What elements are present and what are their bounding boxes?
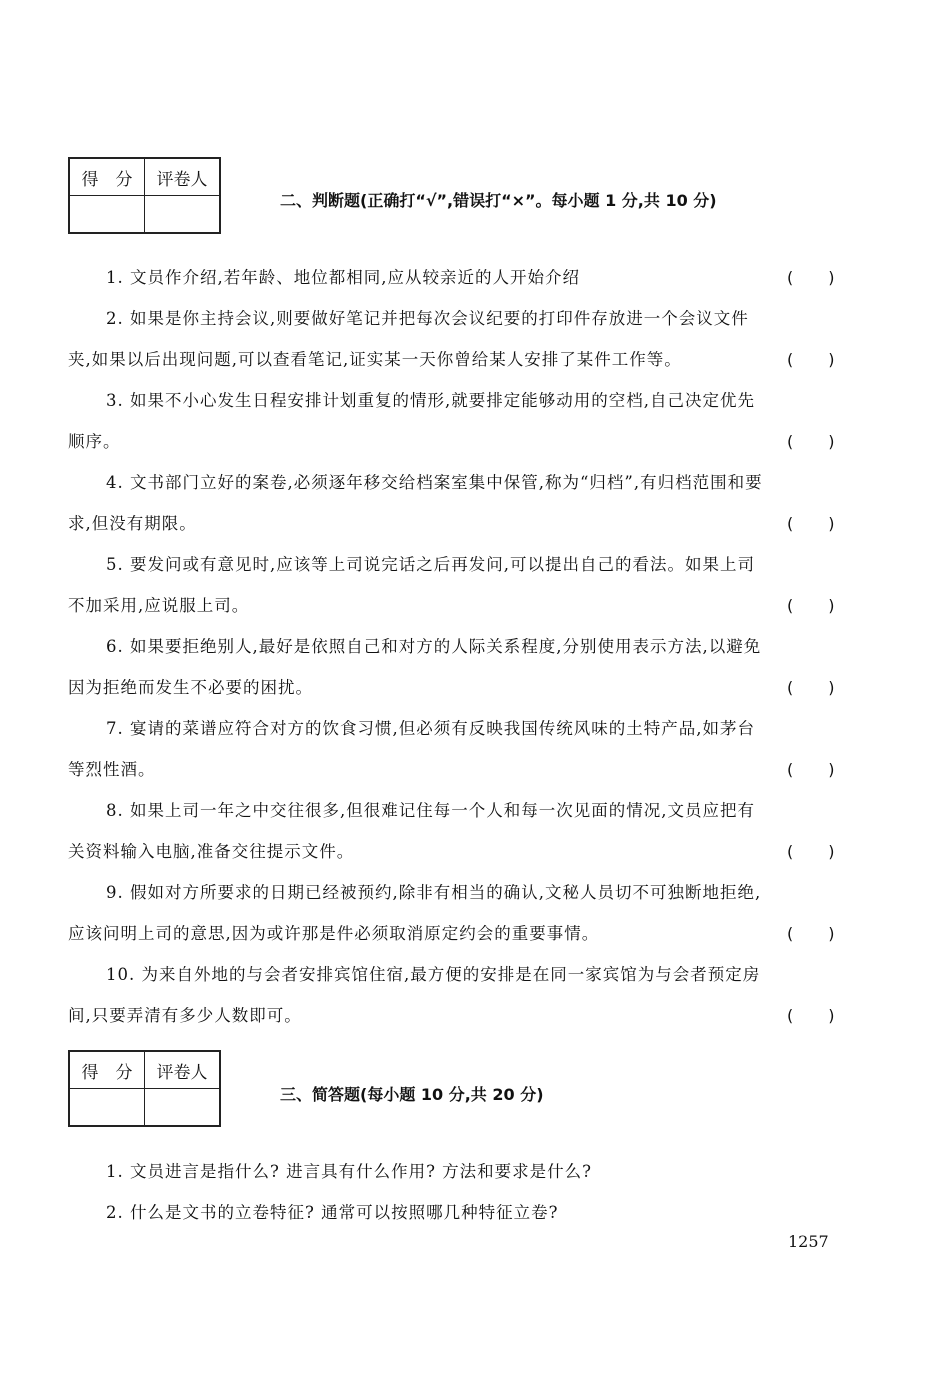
answer-parentheses: ( ): [787, 432, 836, 451]
question-text: 8. 如果上司一年之中交往很多,但很难记住每一个人和每一次见面的情况,文员应把有: [106, 801, 755, 820]
question-line: [68, 298, 843, 339]
answer-parentheses: ( ): [787, 760, 836, 779]
short-answer-question: 1. 文员进言是指什么? 进言具有什么作用? 方法和要求是什么?: [106, 1162, 593, 1181]
answer-parentheses: ( ): [787, 596, 836, 615]
judgment-question: [68, 257, 843, 298]
score-box-section2: [68, 157, 221, 234]
grader-cell: [145, 196, 221, 234]
question-line: [68, 749, 843, 790]
answer-parentheses: ( ): [787, 268, 836, 287]
question-line: [68, 790, 843, 831]
question-text: 10. 为来自外地的与会者安排宾馆住宿,最方便的安排是在同一家宾馆为与会者预定房: [106, 965, 761, 984]
judgment-question: [68, 872, 843, 954]
question-text: 7. 宴请的菜谱应符合对方的饮食习惯,但必须有反映我国传统风味的土特产品,如茅台: [106, 719, 755, 738]
judgment-question: [68, 954, 843, 1036]
answer-parentheses: ( ): [787, 924, 836, 943]
question-line: [68, 380, 843, 421]
question-text: 3. 如果不小心发生日程安排计划重复的情形,就要排定能够动用的空档,自己决定优先: [106, 391, 755, 410]
question-text: 顺序。: [68, 432, 121, 451]
question-line: [68, 954, 843, 995]
question-list-section2: [68, 257, 843, 1036]
question-line: [68, 421, 843, 462]
judgment-question: [68, 462, 843, 544]
question-text: 夹,如果以后出现问题,可以查看笔记,证实某一天你曾给某人安排了某件工作等。: [68, 350, 682, 369]
question-list-section3: [68, 1151, 843, 1233]
section2-title: 二、判断题(正确打“√”,错误打“×”。每小题 1 分,共 10 分): [280, 191, 717, 210]
judgment-question: [68, 790, 843, 872]
answer-parentheses: ( ): [787, 1006, 836, 1025]
answer-parentheses: ( ): [787, 350, 836, 369]
question-text: 关资料输入电脑,准备交往提示文件。: [68, 842, 355, 861]
score-label: 得 分: [69, 158, 145, 196]
judgment-question: [68, 380, 843, 462]
question-line: [68, 339, 843, 380]
question-line: [68, 913, 843, 954]
judgment-question: [68, 298, 843, 380]
question-text: 等烈性酒。: [68, 760, 156, 779]
question-line: [68, 667, 843, 708]
question-text: 因为拒绝而发生不必要的困扰。: [68, 678, 313, 697]
judgment-question: [68, 708, 843, 790]
grader-cell: [145, 1089, 221, 1127]
answer-parentheses: ( ): [787, 514, 836, 533]
question-line: [68, 831, 843, 872]
question-text: 5. 要发问或有意见时,应该等上司说完话之后再发问,可以提出自己的看法。如果上司: [106, 555, 755, 574]
question-line: [68, 872, 843, 913]
question-text: 4. 文书部门立好的案卷,必须逐年移交给档案室集中保管,称为“归档”,有归档范围和要: [106, 473, 763, 492]
question-line: [68, 995, 843, 1036]
question-line: [68, 257, 843, 298]
grader-label: 评卷人: [145, 158, 221, 196]
answer-parentheses: ( ): [787, 678, 836, 697]
question-line: [68, 626, 843, 667]
question-text: 不加采用,应说服上司。: [68, 596, 250, 615]
question-text: 间,只要弄清有多少人数即可。: [68, 1006, 302, 1025]
page-number: 1257: [788, 1232, 829, 1251]
question-line: [68, 503, 843, 544]
question-line: [68, 708, 843, 749]
grader-label: 评卷人: [145, 1051, 221, 1089]
section3-title: 三、简答题(每小题 10 分,共 20 分): [280, 1085, 544, 1104]
score-box-section3: [68, 1050, 221, 1127]
question-text: 应该问明上司的意思,因为或许那是件必须取消原定约会的重要事情。: [68, 924, 600, 943]
question-text: 9. 假如对方所要求的日期已经被预约,除非有相当的确认,文秘人员切不可独断地拒绝,: [106, 883, 762, 902]
question-text: 1. 文员作介绍,若年龄、地位都相同,应从较亲近的人开始介绍: [106, 268, 580, 287]
score-cell: [69, 1089, 145, 1127]
answer-parentheses: ( ): [787, 842, 836, 861]
question-text: 求,但没有期限。: [68, 514, 197, 533]
question-line: [68, 544, 843, 585]
question-line: [68, 585, 843, 626]
question-text: 6. 如果要拒绝别人,最好是依照自己和对方的人际关系程度,分别使用表示方法,以避免: [106, 637, 762, 656]
question-text: 2. 如果是你主持会议,则要做好笔记并把每次会议纪要的打印件存放进一个会议文件: [106, 309, 749, 328]
judgment-question: [68, 544, 843, 626]
judgment-question: [68, 626, 843, 708]
score-label: 得 分: [69, 1051, 145, 1089]
short-answer-question: 2. 什么是文书的立卷特征? 通常可以按照哪几种特征立卷?: [106, 1203, 559, 1222]
question-line: [68, 462, 843, 503]
score-cell: [69, 196, 145, 234]
